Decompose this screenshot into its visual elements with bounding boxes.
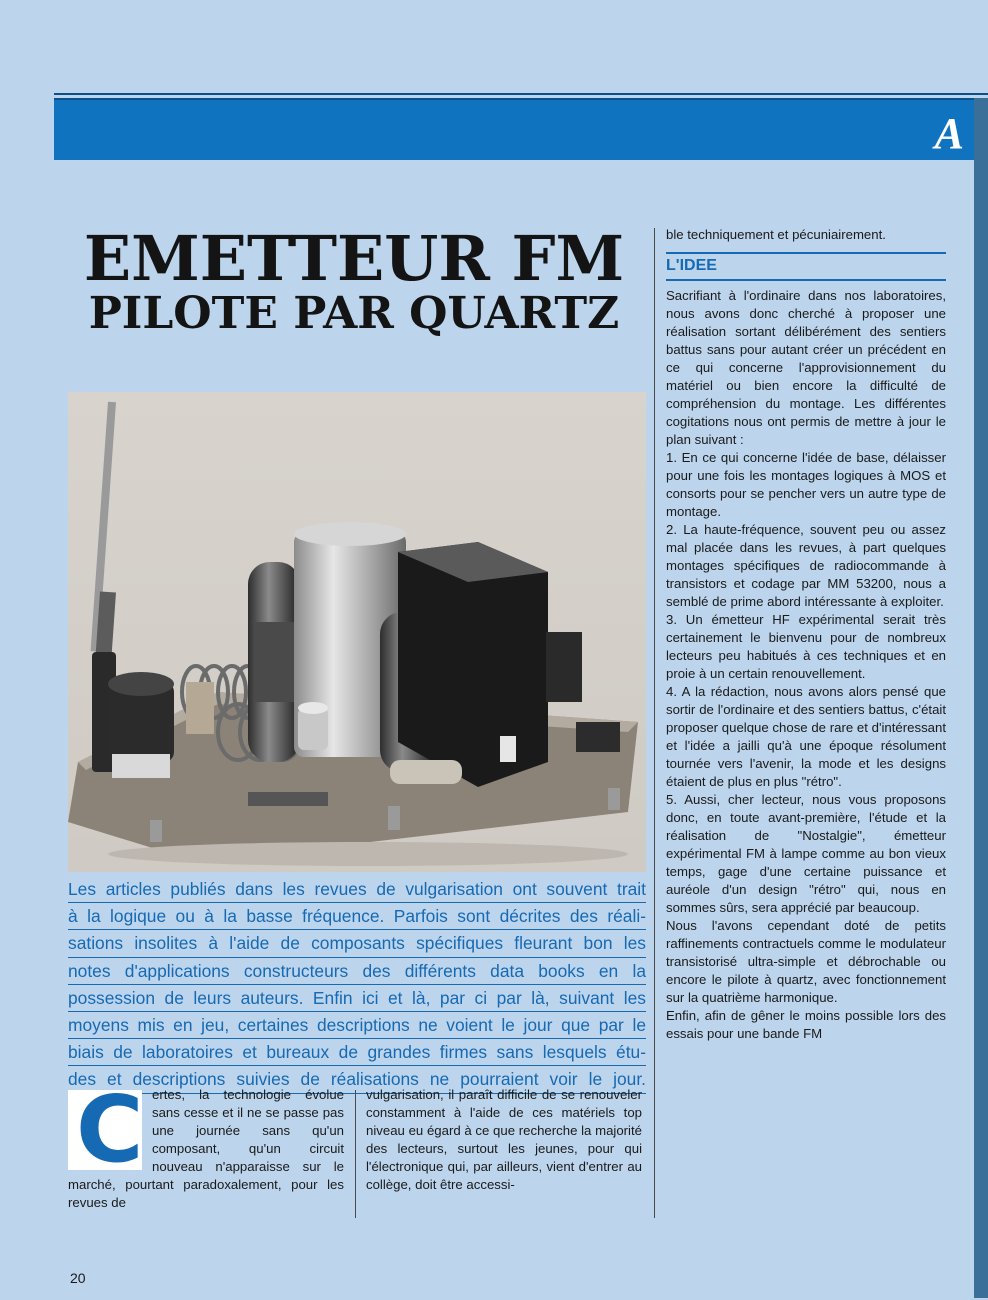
lead-line: moyens mis en jeu, certaines descriptions ne voient le jour que par le [68, 1012, 646, 1039]
transmitter-photo [68, 392, 646, 872]
body-paragraph: 2. La haute-fréquence, souvent peu ou assez mal placée dans les revues, à part quelques montages spécifiques de radiocommande à transistors et codage par MM 53200, nous a semblé de prime abord intéressante à exploiter. [666, 522, 946, 609]
page-edge [974, 98, 988, 1298]
body-text: ble techniquement et pécuniairement. [666, 227, 886, 242]
transmitter-illustration [68, 392, 646, 872]
body-column-3 [666, 226, 946, 1043]
lead-line: notes d'applications constructeurs des différents data books en la [68, 958, 646, 985]
header-band [54, 98, 988, 160]
section-heading: L'IDEE [666, 252, 946, 281]
body-paragraph: Nous l'avons cependant doté de petits raffinements contractuels comme le modulateur transistorisé ultra-simple et débrochable ou encore le pilote à quartz, avec fonctionnement sur la quatrième harmonique. [666, 918, 946, 1005]
body-column-1 [68, 1076, 344, 1212]
lead-line: Les articles publiés dans les revues de vulgarisation ont souvent trait [68, 876, 646, 903]
body-paragraph: 5. Aussi, cher lecteur, nous vous proposons donc, en toute avant-première, l'étude et la réalisation de "Nostalgie", émetteur expérimental FM à lampe comme au bon vieux temps, gage d'une certaine puissance et auréole d'un design "rétro" qui, nous en sommes sûrs, sera apprécié par beaucoup. [666, 792, 946, 915]
body-paragraph: Enfin, afin de gêner le moins possible lors des essais pour une bande FM [666, 1008, 946, 1041]
body-paragraph: 4. A la rédaction, nous avons alors pensé que sortir de l'ordinaire et des sentiers battus, c'était proposer quelque chose de rare et d'intéressant et l'idée a jailli qu'à une époque résolument tournée vers l'avenir, la mode et les designs étaient de plus en plus "rétro". [666, 684, 946, 789]
page-number: 20 [70, 1270, 86, 1286]
lead-line: des et descriptions suivies de réalisations ne pourraient voir le jour. [68, 1066, 646, 1093]
body-column-2 [366, 1086, 642, 1194]
article-title: EMETTEUR FM [83, 222, 625, 295]
lead-line: sations insolites à l'aide de composants spécifiques fleurant bon les [68, 930, 646, 957]
lead-line: à la logique ou à la basse fréquence. Parfois sont décrites des réali- [68, 903, 646, 930]
body-text: vulgarisation, il paraît difficile de se renouveler constamment à l'aide de ces matériels top niveau eu égard à ce que recherche la majorité des lecteurs, surtout les jeunes, pour qui l'électronique qui, par ailleurs, vient d'entrer au collège, doit être accessi- [366, 1087, 642, 1192]
article-subtitle: PILOTE PAR QUARTZ [88, 288, 620, 339]
lead-line: biais de laboratoires et bureaux de grandes firmes sans lesquels étu- [68, 1039, 646, 1066]
body-paragraph: Sacrifiant à l'ordinaire dans nos laboratoires, nous avons donc cherché à proposer une réalisation sortant délibérément des sentiers battus sans pour autant créer un précédent en ce qui concerne l'approvisionnement du matériel ou bien encore la difficulté de compréhension du montage. Les différentes cogitations nous ont permis de mettre à jour le plan suivant : [666, 288, 946, 447]
body-text: ertes, la technologie évolue sans cesse et il ne se passe pas une journée sans qu'un composant, qu'un circuit nouveau n'apparaisse sur le marché, pourtant paradoxalement, pour les revues de [68, 1087, 344, 1210]
body-paragraph: 1. En ce qui concerne l'idée de base, délaisser pour une fois les montages logiques à MOS et consorts pour se pencher vers un autre type de montage. [666, 450, 946, 519]
drop-cap: C [68, 1090, 142, 1170]
column-divider [654, 228, 655, 1218]
lead-paragraph [68, 876, 646, 1094]
lead-line: possession de leurs auteurs. Enfin ici et là, par ci par là, suivant les [68, 985, 646, 1012]
section-letter: A [934, 109, 964, 158]
body-paragraph: 3. Un émetteur HF expérimental serait très certainement le bienvenu pour de nombreux lecteurs peu habitués à ces techniques et en proie à un certain renouvellement. [666, 612, 946, 681]
header-rule [54, 93, 988, 95]
column-divider [355, 1090, 356, 1218]
